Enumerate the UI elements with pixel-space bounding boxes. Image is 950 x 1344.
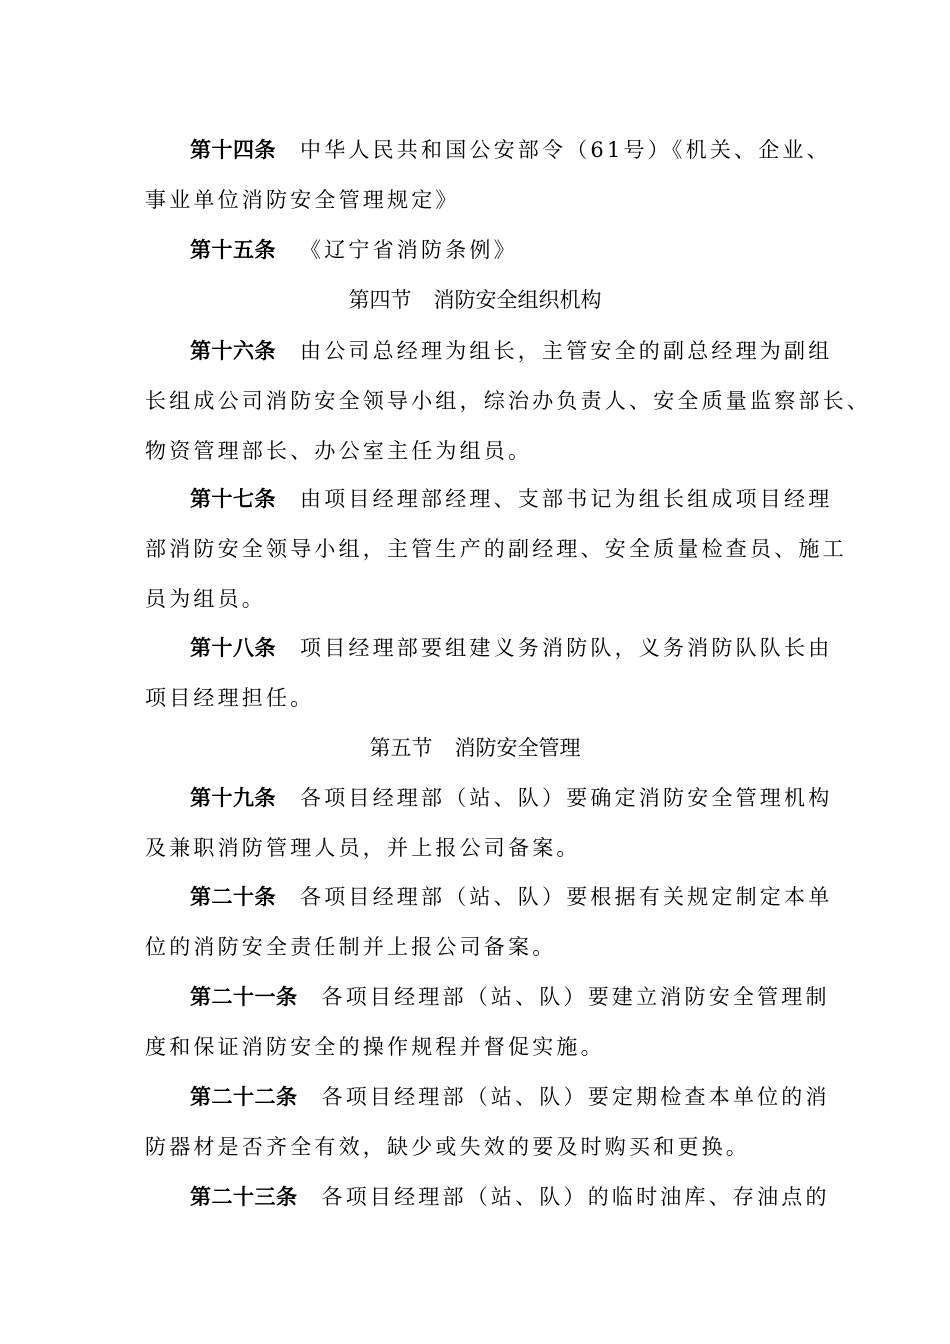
article-17-line-2: 部消防安全领导小组，主管生产的副经理、安全质量检查员、施工 bbox=[145, 537, 847, 561]
article-number: 第十四条 bbox=[190, 138, 276, 162]
article-16-line-3: 物资管理部长、办公室主任为组员。 bbox=[145, 439, 533, 463]
section-number: 第五节 bbox=[369, 736, 433, 760]
article-16-line-1 bbox=[190, 336, 832, 366]
article-text: 项目经理部要组建义务消防队，义务消防队队长由 bbox=[300, 636, 833, 660]
article-17-line-3: 员为组员。 bbox=[145, 587, 266, 611]
article-text: 各项目经理部（站、队）要建立消防安全管理制 bbox=[321, 985, 830, 1009]
article-number: 第十八条 bbox=[190, 636, 276, 660]
article-text: 《辽宁省消防条例》 bbox=[300, 238, 518, 262]
article-14-line-1 bbox=[190, 135, 831, 165]
article-23-line-1 bbox=[190, 1182, 830, 1212]
article-22-line-1 bbox=[190, 1082, 830, 1112]
article-text: 各项目经理部（站、队）的临时油库、存油点的 bbox=[321, 1185, 830, 1209]
section-title: 消防安全组织机构 bbox=[433, 288, 602, 312]
article-number: 第十七条 bbox=[190, 487, 276, 511]
article-text: 各项目经理部（站、队）要确定消防安全管理机构 bbox=[300, 786, 833, 810]
article-text: 各项目经理部（站、队）要根据有关规定制定本单 bbox=[300, 885, 833, 909]
article-21-line-2: 度和保证消防安全的操作规程并督促实施。 bbox=[145, 1035, 605, 1059]
article-19-line-2: 及兼职消防管理人员，并上报公司备案。 bbox=[145, 836, 581, 860]
article-16-line-2: 长组成公司消防安全领导小组，综治办负责人、安全质量监察部长、 bbox=[145, 389, 871, 413]
article-number: 第二十二条 bbox=[190, 1085, 298, 1109]
article-number: 第二十一条 bbox=[190, 985, 298, 1009]
article-15-line-1 bbox=[190, 235, 518, 265]
article-text: 各项目经理部（站、队）要定期检查本单位的消 bbox=[321, 1085, 830, 1109]
article-number: 第二十条 bbox=[190, 885, 276, 909]
article-18-line-1 bbox=[190, 633, 832, 663]
article-number: 第十六条 bbox=[190, 339, 276, 363]
article-18-line-2: 项目经理担任。 bbox=[145, 686, 315, 710]
article-text: 由公司总经理为组长，主管安全的副总经理为副组 bbox=[300, 339, 833, 363]
section-5-heading bbox=[0, 733, 950, 763]
article-text: 由项目经理部经理、支部书记为组长组成项目经理 bbox=[300, 487, 833, 511]
article-19-line-1 bbox=[190, 783, 832, 813]
article-number: 第十五条 bbox=[190, 238, 276, 262]
article-21-line-1 bbox=[190, 982, 830, 1012]
article-14-line-2: 事业单位消防安全管理规定》 bbox=[145, 188, 460, 212]
article-22-line-2: 防器材是否齐全有效，缺少或失效的要及时购买和更换。 bbox=[145, 1135, 750, 1159]
article-20-line-1 bbox=[190, 882, 832, 912]
section-4-heading bbox=[0, 285, 950, 315]
article-text: 中华人民共和国公安部令（61号）《机关、企业、 bbox=[300, 138, 831, 162]
article-17-line-1 bbox=[190, 484, 832, 514]
article-number: 第十九条 bbox=[190, 786, 276, 810]
article-20-line-2: 位的消防安全责任制并上报公司备案。 bbox=[145, 935, 557, 959]
section-number: 第四节 bbox=[348, 288, 412, 312]
article-number: 第二十三条 bbox=[190, 1185, 298, 1209]
section-title: 消防安全管理 bbox=[454, 736, 581, 760]
